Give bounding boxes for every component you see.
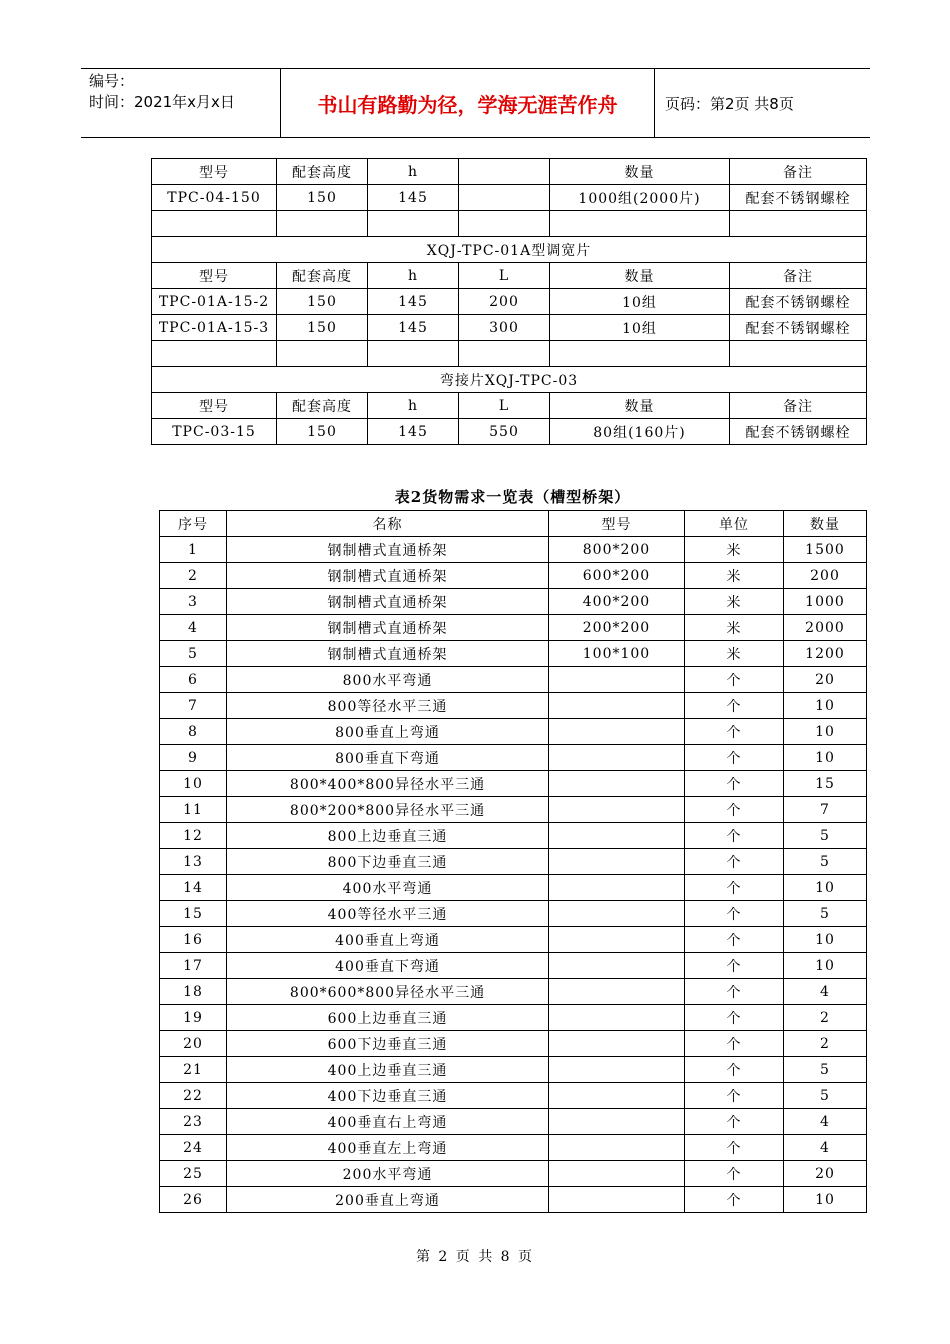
table-cell: 8: [160, 719, 227, 745]
header-meta: [81, 69, 281, 137]
table-cell: 10: [784, 875, 867, 901]
table-cell: 10: [160, 771, 227, 797]
table-cell: 150: [277, 419, 368, 445]
table-cell: 800等径水平三通: [227, 693, 549, 719]
table-cell: 22: [160, 1083, 227, 1109]
table-cell: 个: [685, 1083, 784, 1109]
table-row: [160, 979, 867, 1005]
table-cell: 150: [277, 289, 368, 315]
table-cell: 10: [784, 927, 867, 953]
table-cell: 钢制槽式直通桥架: [227, 537, 549, 563]
table-cell: 数量: [550, 263, 730, 289]
table-cell: 数量: [550, 159, 730, 185]
table-row: [160, 1005, 867, 1031]
table-cell: 6: [160, 667, 227, 693]
table-row: [160, 745, 867, 771]
table-cell: 19: [160, 1005, 227, 1031]
table-cell: 800*600*800异径水平三通: [227, 979, 549, 1005]
table-cell: 550: [459, 419, 550, 445]
table-row: [152, 211, 867, 237]
table-cell: 个: [685, 667, 784, 693]
table-cell: 型号: [152, 263, 277, 289]
table-cell: 个: [685, 823, 784, 849]
column-header: 名称: [227, 511, 549, 537]
table-cell: 3: [160, 589, 227, 615]
table-cell: 80组(160片): [550, 419, 730, 445]
table-cell: 145: [368, 185, 459, 211]
table-row: [160, 901, 867, 927]
table-cell: 2: [784, 1031, 867, 1057]
table-row: [160, 953, 867, 979]
table-cell: 800下边垂直三通: [227, 849, 549, 875]
table-cell: 配套不锈钢螺栓: [730, 315, 867, 341]
table-row: [152, 159, 867, 185]
table-cell: 200: [784, 563, 867, 589]
table-cell: 400*200: [549, 589, 685, 615]
table-cell: 个: [685, 1109, 784, 1135]
table-cell: 4: [784, 1135, 867, 1161]
table-cell: 备注: [730, 159, 867, 185]
table-row: [152, 341, 867, 367]
table-cell: [459, 341, 550, 367]
table-cell: [152, 341, 277, 367]
table-cell: L: [459, 263, 550, 289]
spec-table: [151, 158, 867, 445]
table-row: [160, 1187, 867, 1213]
table-row: [160, 615, 867, 641]
table-cell: 145: [368, 289, 459, 315]
table2-caption: 表2货物需求一览表（槽型桥架）: [394, 488, 631, 506]
table-cell: [549, 719, 685, 745]
table-row: [160, 641, 867, 667]
table-cell: 12: [160, 823, 227, 849]
table-cell: 5: [784, 849, 867, 875]
table-cell: 10组: [550, 289, 730, 315]
table-cell: 1000: [784, 589, 867, 615]
table-cell: 个: [685, 953, 784, 979]
table-row: [160, 693, 867, 719]
table-cell: 400上边垂直三通: [227, 1057, 549, 1083]
section-title: XQJ-TPC-01A型调宽片: [152, 237, 867, 263]
table-row: [160, 875, 867, 901]
table-row: [152, 185, 867, 211]
goods-demand-table: [159, 510, 867, 1213]
table-row: [160, 771, 867, 797]
table-cell: 20: [784, 667, 867, 693]
table-cell: 400垂直右上弯通: [227, 1109, 549, 1135]
table-cell: [549, 693, 685, 719]
table-cell: 23: [160, 1109, 227, 1135]
table-cell: 配套高度: [277, 159, 368, 185]
table-cell: 个: [685, 1005, 784, 1031]
table-cell: [549, 1109, 685, 1135]
table-cell: 600*200: [549, 563, 685, 589]
table-cell: [549, 927, 685, 953]
serial-number-label: 编号：: [89, 72, 135, 90]
table-cell: 25: [160, 1161, 227, 1187]
table-cell: 1500: [784, 537, 867, 563]
table-cell: [549, 875, 685, 901]
table-cell: [550, 341, 730, 367]
table-cell: 米: [685, 563, 784, 589]
table-cell: 7: [784, 797, 867, 823]
section-title: 弯接片XQJ-TPC-03: [152, 367, 867, 393]
table-row: [160, 1057, 867, 1083]
table-cell: 145: [368, 315, 459, 341]
table-cell: 800*200: [549, 537, 685, 563]
table-row: [152, 263, 867, 289]
table-header-row: [160, 511, 867, 537]
table-cell: 145: [368, 419, 459, 445]
table-cell: 300: [459, 315, 550, 341]
table-cell: 4: [784, 1109, 867, 1135]
table-cell: [277, 341, 368, 367]
table-cell: 5: [784, 1083, 867, 1109]
table-cell: TPC-01A-15-3: [152, 315, 277, 341]
table-cell: 13: [160, 849, 227, 875]
table-cell: 个: [685, 797, 784, 823]
table-cell: 米: [685, 641, 784, 667]
table-cell: 800垂直下弯通: [227, 745, 549, 771]
table-cell: [277, 211, 368, 237]
page-header: [81, 68, 870, 138]
table-cell: h: [368, 393, 459, 419]
column-header: 数量: [784, 511, 867, 537]
table-cell: 2: [160, 563, 227, 589]
table-cell: 1: [160, 537, 227, 563]
table-cell: 11: [160, 797, 227, 823]
table-cell: 400等径水平三通: [227, 901, 549, 927]
table-cell: TPC-01A-15-2: [152, 289, 277, 315]
table-cell: 个: [685, 979, 784, 1005]
table-cell: 个: [685, 901, 784, 927]
table-cell: [549, 1083, 685, 1109]
table-cell: 10: [784, 1187, 867, 1213]
table-cell: 800水平弯通: [227, 667, 549, 693]
table-row: [152, 289, 867, 315]
table-row: [160, 719, 867, 745]
table-row: [160, 667, 867, 693]
table-cell: 24: [160, 1135, 227, 1161]
date-label: 时间：2021年x月x日: [89, 93, 235, 111]
table-cell: 个: [685, 693, 784, 719]
table-cell: 个: [685, 1031, 784, 1057]
table-cell: TPC-03-15: [152, 419, 277, 445]
table-cell: [549, 1005, 685, 1031]
table-cell: 200*200: [549, 615, 685, 641]
table-cell: 米: [685, 589, 784, 615]
header-motto: 书山有路勤为径，学海无涯苦作舟: [281, 69, 655, 137]
table-cell: 型号: [152, 159, 277, 185]
column-header: 单位: [685, 511, 784, 537]
table-cell: 15: [160, 901, 227, 927]
table-cell: [368, 341, 459, 367]
table-cell: 个: [685, 1161, 784, 1187]
table-cell: [549, 1187, 685, 1213]
table-cell: [368, 211, 459, 237]
table-cell: TPC-04-150: [152, 185, 277, 211]
table-cell: 2: [784, 1005, 867, 1031]
table-cell: [549, 667, 685, 693]
table-cell: 18: [160, 979, 227, 1005]
table-cell: 配套高度: [277, 263, 368, 289]
table-row: [160, 563, 867, 589]
table-cell: [730, 211, 867, 237]
table-cell: 600上边垂直三通: [227, 1005, 549, 1031]
column-header: 型号: [549, 511, 685, 537]
table-row: [160, 589, 867, 615]
table-cell: 150: [277, 185, 368, 211]
table-cell: 5: [784, 823, 867, 849]
table-cell: 5: [784, 901, 867, 927]
table-cell: 2000: [784, 615, 867, 641]
table-cell: 800*400*800异径水平三通: [227, 771, 549, 797]
column-header: 序号: [160, 511, 227, 537]
table-cell: 5: [160, 641, 227, 667]
table-cell: 200: [459, 289, 550, 315]
table-row: [160, 537, 867, 563]
table-cell: 钢制槽式直通桥架: [227, 615, 549, 641]
table-cell: 200水平弯通: [227, 1161, 549, 1187]
table-cell: 400垂直左上弯通: [227, 1135, 549, 1161]
header-page-number: 页码：第2页 共8页: [665, 94, 794, 113]
table-cell: 个: [685, 849, 784, 875]
table-cell: 备注: [730, 393, 867, 419]
table-row: [160, 1161, 867, 1187]
table-row: [160, 1109, 867, 1135]
table-section-title-row: [152, 237, 867, 263]
table-cell: 配套高度: [277, 393, 368, 419]
table-cell: 21: [160, 1057, 227, 1083]
table-cell: 400下边垂直三通: [227, 1083, 549, 1109]
table-cell: 4: [160, 615, 227, 641]
table-row: [160, 797, 867, 823]
table-cell: 4: [784, 979, 867, 1005]
table-cell: 配套不锈钢螺栓: [730, 289, 867, 315]
table-cell: 钢制槽式直通桥架: [227, 563, 549, 589]
table-cell: 个: [685, 1135, 784, 1161]
table-cell: 600下边垂直三通: [227, 1031, 549, 1057]
table-cell: 配套不锈钢螺栓: [730, 419, 867, 445]
table-row: [160, 823, 867, 849]
table-cell: [549, 1135, 685, 1161]
table-row: [160, 849, 867, 875]
table-cell: 10组: [550, 315, 730, 341]
table-cell: 米: [685, 615, 784, 641]
table-cell: [549, 953, 685, 979]
table-cell: [549, 823, 685, 849]
table-cell: 9: [160, 745, 227, 771]
table-cell: 米: [685, 537, 784, 563]
table-cell: 800上边垂直三通: [227, 823, 549, 849]
table-cell: 个: [685, 771, 784, 797]
table-cell: 个: [685, 1057, 784, 1083]
table-row: [152, 315, 867, 341]
table-cell: 20: [784, 1161, 867, 1187]
table-cell: 100*100: [549, 641, 685, 667]
table-cell: 400水平弯通: [227, 875, 549, 901]
table-row: [152, 419, 867, 445]
table-cell: 个: [685, 745, 784, 771]
table-cell: 200垂直上弯通: [227, 1187, 549, 1213]
table-row: [152, 393, 867, 419]
table-cell: [549, 771, 685, 797]
table-row: [160, 927, 867, 953]
table-cell: 1200: [784, 641, 867, 667]
table-cell: 15: [784, 771, 867, 797]
table-cell: [549, 1161, 685, 1187]
table-cell: [459, 185, 550, 211]
table-section-title-row: [152, 367, 867, 393]
table-cell: [152, 211, 277, 237]
table-cell: [549, 1057, 685, 1083]
table-cell: 400垂直上弯通: [227, 927, 549, 953]
table-cell: 型号: [152, 393, 277, 419]
table-cell: [550, 211, 730, 237]
table-cell: 800垂直上弯通: [227, 719, 549, 745]
table-cell: 1000组(2000片): [550, 185, 730, 211]
table-cell: 150: [277, 315, 368, 341]
table-cell: [549, 901, 685, 927]
table-cell: 钢制槽式直通桥架: [227, 641, 549, 667]
table-cell: 数量: [550, 393, 730, 419]
table-cell: 14: [160, 875, 227, 901]
table-cell: 备注: [730, 263, 867, 289]
table-row: [160, 1135, 867, 1161]
table-cell: 配套不锈钢螺栓: [730, 185, 867, 211]
table-cell: [549, 1031, 685, 1057]
table-cell: 个: [685, 875, 784, 901]
table-cell: [730, 341, 867, 367]
table-cell: h: [368, 263, 459, 289]
table-cell: 个: [685, 1187, 784, 1213]
table-cell: [459, 211, 550, 237]
table-cell: 20: [160, 1031, 227, 1057]
table-cell: 10: [784, 745, 867, 771]
table-cell: [549, 797, 685, 823]
table-cell: 16: [160, 927, 227, 953]
table-cell: [549, 849, 685, 875]
table-cell: 7: [160, 693, 227, 719]
table-cell: L: [459, 393, 550, 419]
table-row: [160, 1031, 867, 1057]
table-cell: [549, 979, 685, 1005]
table-cell: 10: [784, 693, 867, 719]
table-cell: 10: [784, 719, 867, 745]
table-cell: h: [368, 159, 459, 185]
table-cell: 个: [685, 927, 784, 953]
table-row: [160, 1083, 867, 1109]
table-cell: 个: [685, 719, 784, 745]
table-cell: 10: [784, 953, 867, 979]
table-cell: 400垂直下弯通: [227, 953, 549, 979]
table-cell: [549, 745, 685, 771]
table-cell: 800*200*800异径水平三通: [227, 797, 549, 823]
page-footer: 第 2 页 共 8 页: [415, 1249, 535, 1265]
table-cell: 钢制槽式直通桥架: [227, 589, 549, 615]
table-cell: 17: [160, 953, 227, 979]
table-cell: 5: [784, 1057, 867, 1083]
table-cell: [459, 159, 550, 185]
table-cell: 26: [160, 1187, 227, 1213]
